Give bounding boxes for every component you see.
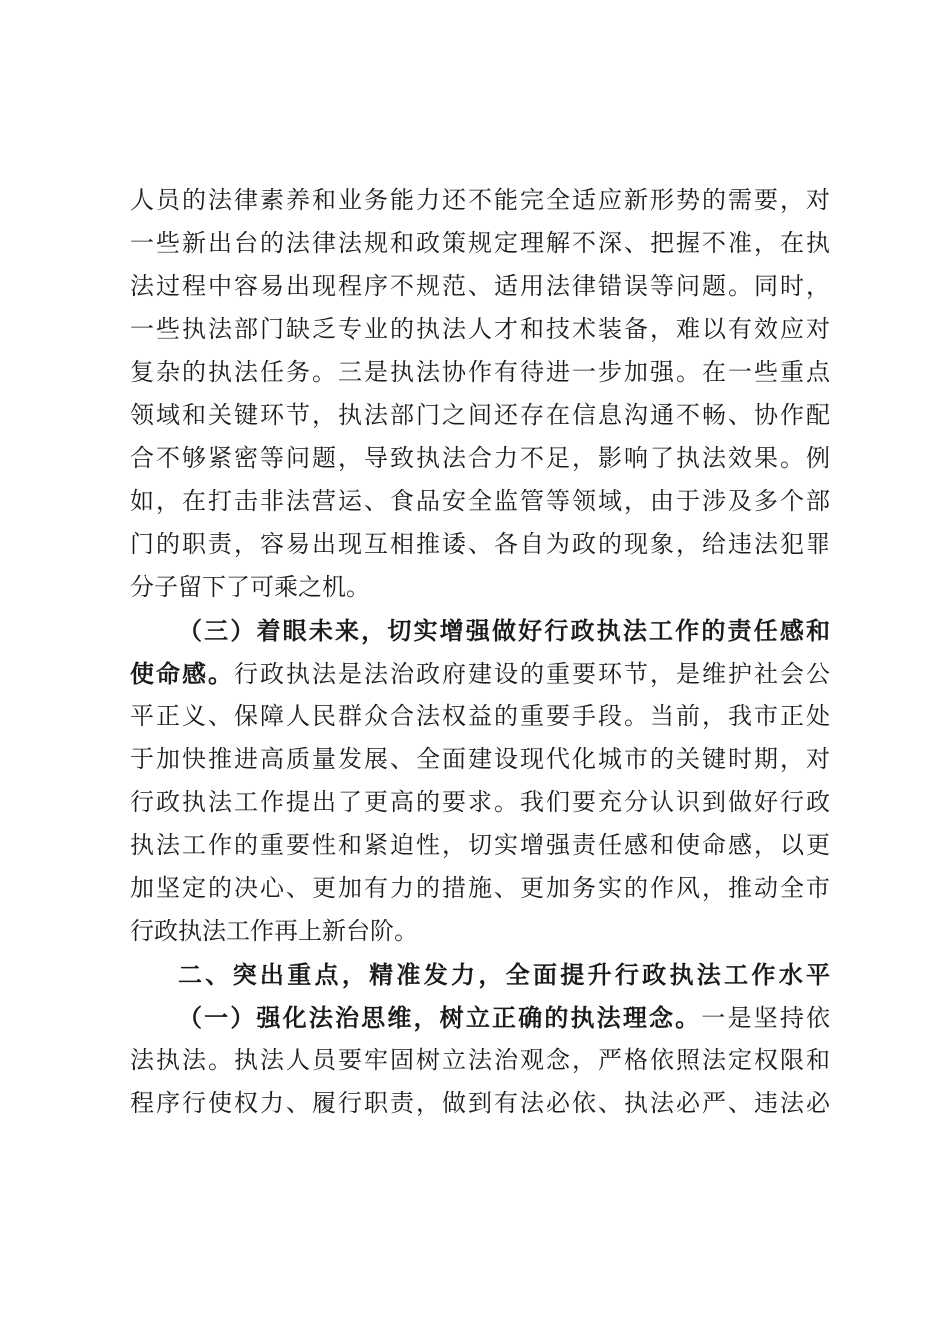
line-text: 合不够紧密等问题，导致执法合力不足，影响了执法效果。例 bbox=[130, 444, 830, 472]
line-text: 一些执法部门缺乏专业的执法人才和技术装备，难以有效应对 bbox=[130, 315, 830, 343]
text-line bbox=[130, 523, 830, 566]
text-line bbox=[130, 1082, 830, 1125]
section-heading-3 bbox=[130, 609, 830, 652]
text-line bbox=[130, 394, 830, 437]
text-line bbox=[130, 695, 830, 738]
text-line bbox=[130, 265, 830, 308]
line-text: 如，在打击非法营运、食品安全监管等领域，由于涉及多个部 bbox=[130, 487, 830, 515]
text-line bbox=[130, 824, 830, 867]
line-text: 执法工作的重要性和紧迫性，切实增强责任感和使命感，以更 bbox=[130, 831, 830, 859]
line-text: 一些新出台的法律法规和政策规定理解不深、把握不准，在执 bbox=[130, 229, 830, 257]
text-line bbox=[130, 179, 830, 222]
section-heading-2 bbox=[130, 953, 830, 996]
text-line bbox=[130, 910, 830, 953]
text-line bbox=[130, 652, 830, 695]
text-line bbox=[130, 738, 830, 781]
line-text: 行政执法工作再上新台阶。 bbox=[130, 917, 418, 945]
line-text: 行政执法是法治政府建设的重要环节，是维护社会公 bbox=[234, 660, 830, 688]
text-line bbox=[130, 351, 830, 394]
line-text: 法执法。执法人员要牢固树立法治观念，严格依照法定权限和 bbox=[130, 1046, 830, 1074]
text-line bbox=[130, 996, 830, 1039]
line-bold-text: 使命感。 bbox=[130, 659, 234, 688]
text-line bbox=[130, 308, 830, 351]
line-text: 行政执法工作提出了更高的要求。我们要充分认识到做好行政 bbox=[130, 788, 830, 816]
line-bold-text: 二、突出重点，精准发力，全面提升行政执法工作水平 bbox=[178, 960, 830, 989]
text-line bbox=[130, 222, 830, 265]
line-text: 分子留下了可乘之机。 bbox=[130, 573, 370, 601]
line-text: 人员的法律素养和业务能力还不能完全适应新形势的需要，对 bbox=[130, 186, 830, 214]
line-text: 一是坚持依 bbox=[701, 1004, 831, 1032]
text-line bbox=[130, 566, 830, 609]
text-line bbox=[130, 1039, 830, 1082]
line-text: 门的职责，容易出现互相推诿、各自为政的现象，给违法犯罪 bbox=[130, 530, 830, 558]
line-text: 复杂的执法任务。三是执法协作有待进一步加强。在一些重点 bbox=[130, 358, 830, 386]
text-line bbox=[130, 437, 830, 480]
line-text: 于加快推进高质量发展、全面建设现代化城市的关键时期，对 bbox=[130, 745, 830, 773]
line-bold-text: （三）着眼未来，切实增强做好行政执法工作的责任感和 bbox=[178, 616, 830, 645]
line-bold-text: （一）强化法治思维，树立正确的执法理念。 bbox=[178, 1003, 702, 1032]
line-text: 程序行使权力、履行职责，做到有法必依、执法必严、违法必 bbox=[130, 1089, 830, 1117]
text-line bbox=[130, 781, 830, 824]
line-text: 领域和关键环节，执法部门之间还存在信息沟通不畅、协作配 bbox=[130, 401, 830, 429]
line-text: 法过程中容易出现程序不规范、适用法律错误等问题。同时， bbox=[130, 272, 830, 300]
text-line bbox=[130, 480, 830, 523]
line-text: 加坚定的决心、更加有力的措施、更加务实的作风，推动全市 bbox=[130, 874, 830, 902]
text-line bbox=[130, 867, 830, 910]
document-body bbox=[130, 179, 830, 1125]
line-text: 平正义、保障人民群众合法权益的重要手段。当前，我市正处 bbox=[130, 702, 830, 730]
